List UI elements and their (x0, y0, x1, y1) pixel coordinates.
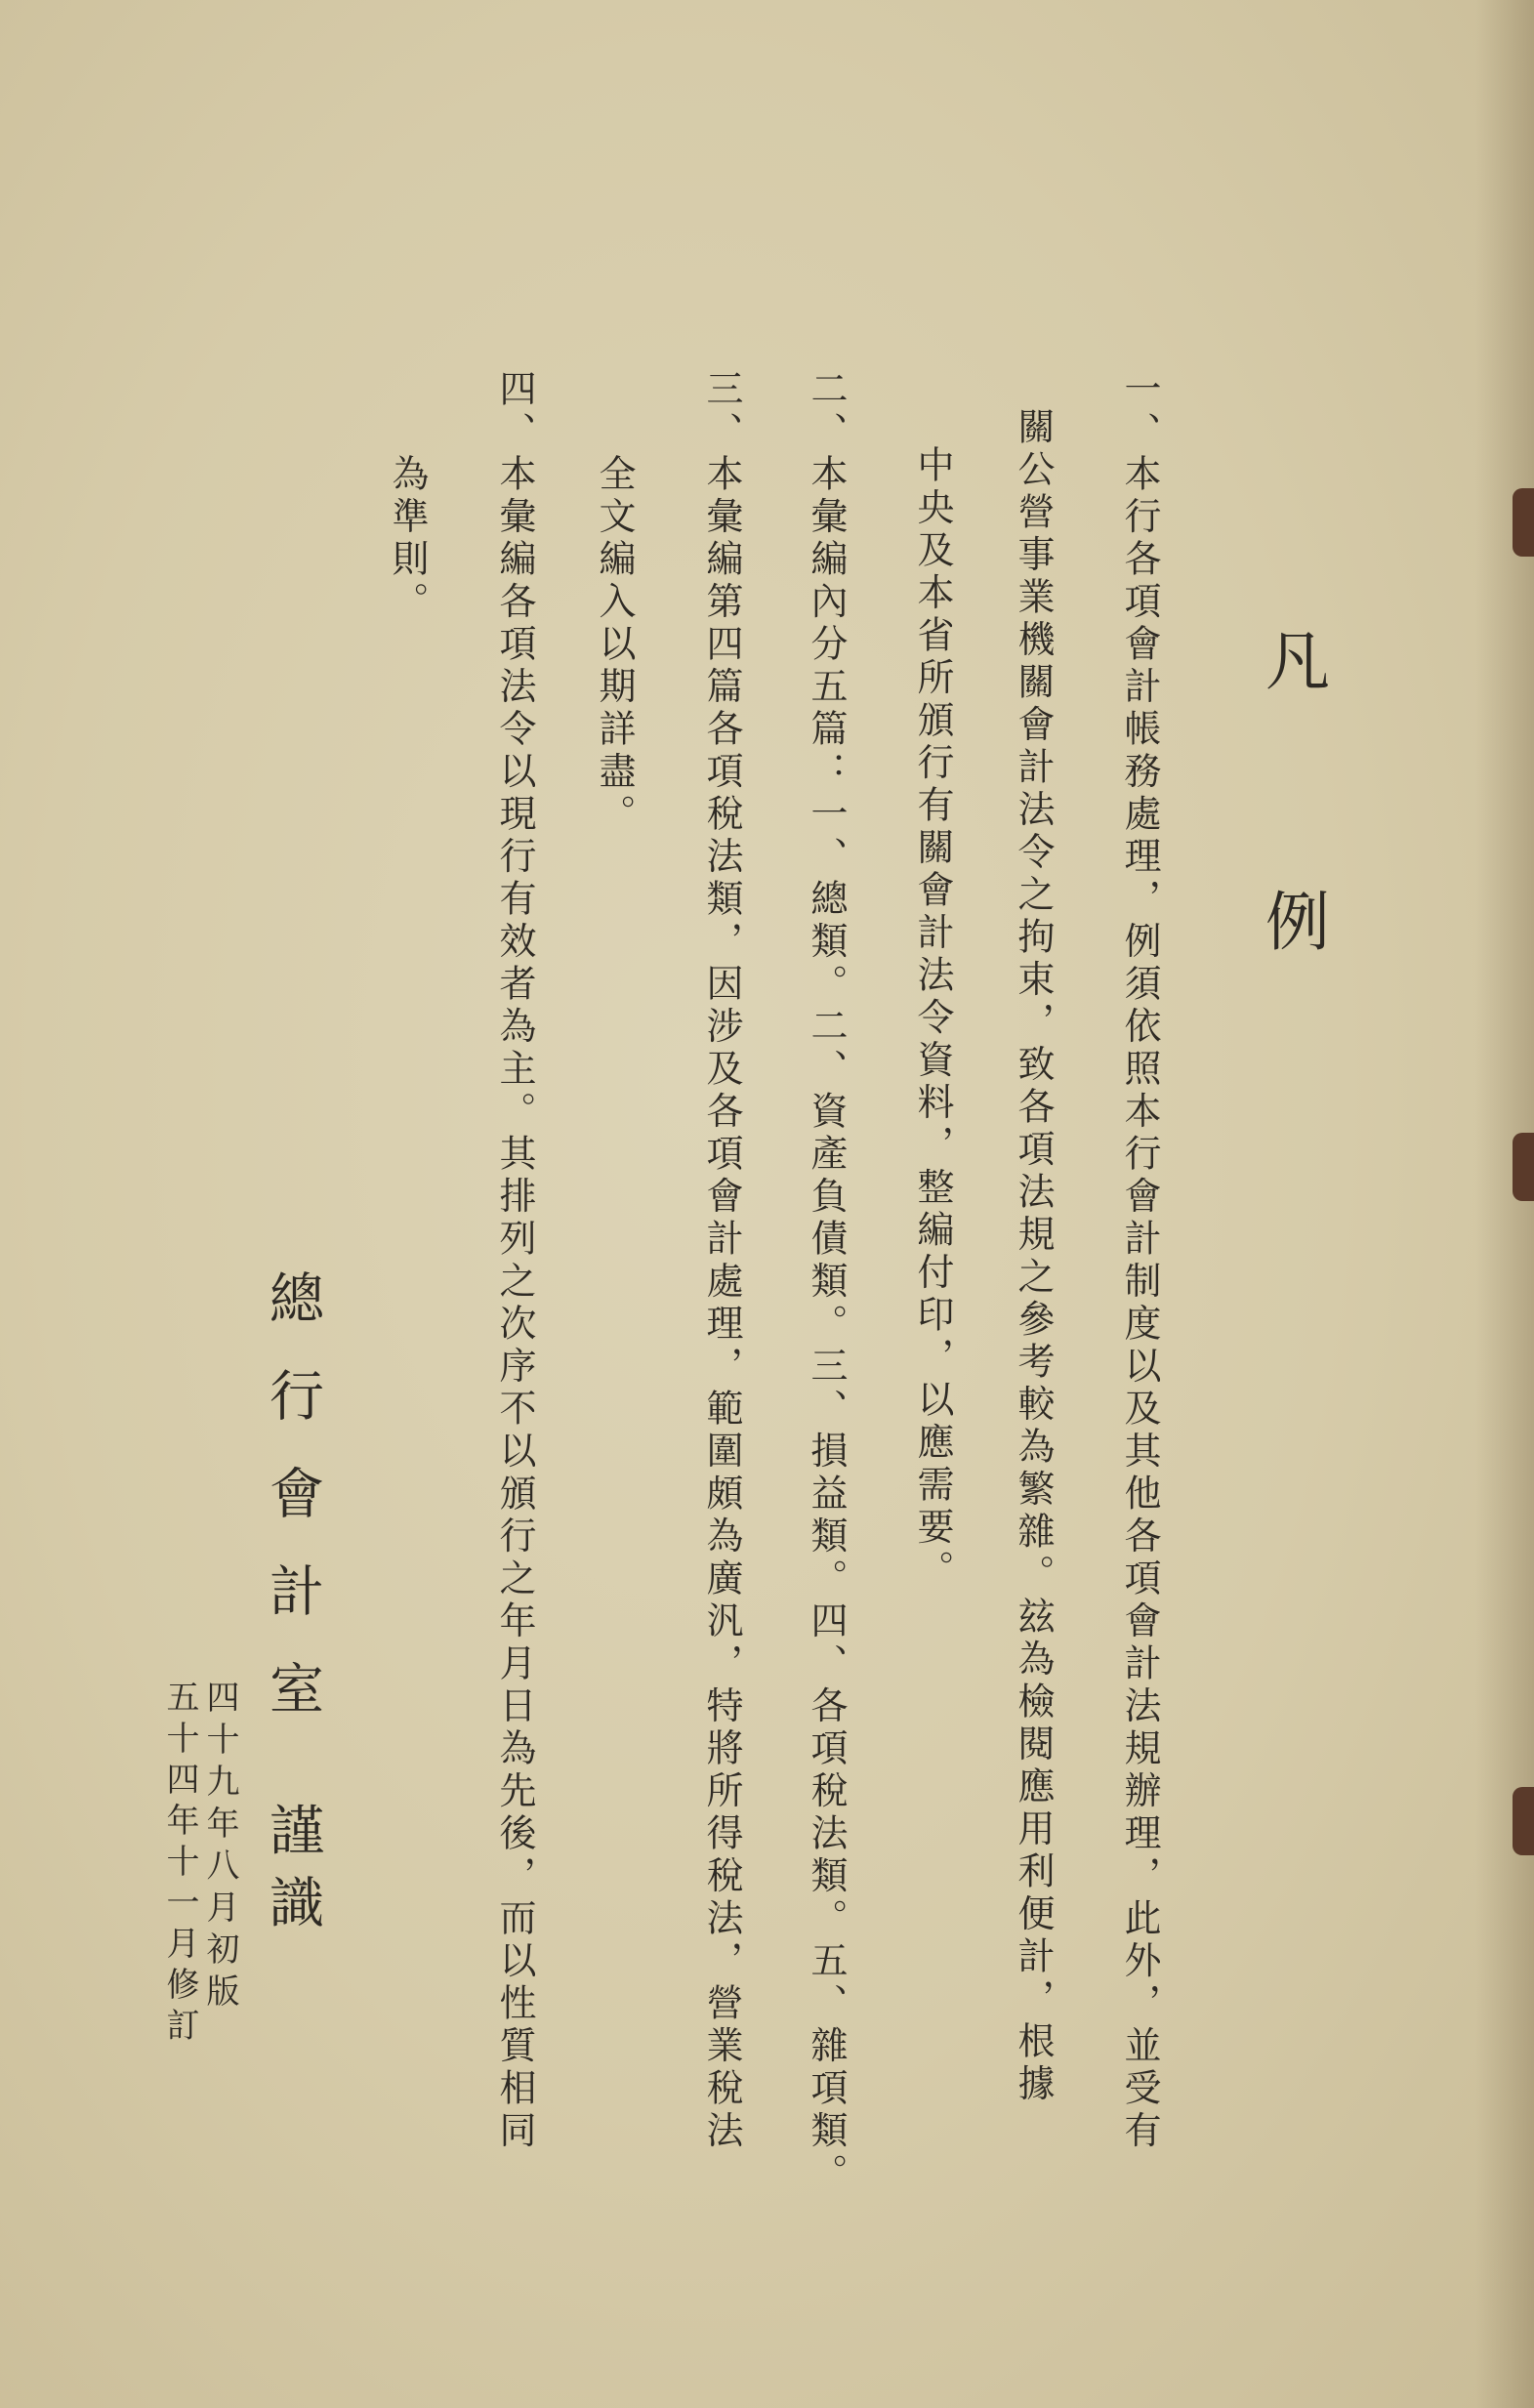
page-title-char-2: 例 (1265, 885, 1330, 960)
first-edition-date: 四十九年八月初版 (200, 1680, 239, 2015)
text-column-item-4-cont: 為準則。 (386, 454, 429, 624)
binding-hole (1513, 488, 1534, 557)
text-column-item-2: 二、本彙編內分五篇：一、總類。二、資產負債類。三、損益類。四、各項稅法類。五、雜項類。 (805, 369, 848, 2196)
page-binding-edge (1475, 0, 1534, 2408)
text-column-item-4: 四、本彙編各項法令以現行有效者為主。其排列之次序不以頒行之年月日為先後，而以性質相同 (493, 369, 536, 2153)
binding-hole (1513, 1133, 1534, 1201)
signature-office: 總行會計室 (261, 1269, 324, 1758)
text-column-item-1: 一、本行各項會計帳務處理，例須依照本行會計制度以及其他各項會計法規辦理，此外，並受有 (1118, 369, 1161, 2153)
text-column-item-1-cont2: 中央及本省所頒行有關會計法令資料，整編付印，以應需要。 (911, 445, 954, 1593)
binding-hole (1513, 1787, 1534, 1855)
page-title-char-1: 凡 (1265, 624, 1330, 699)
revision-date: 五十四年十一月修訂 (160, 1680, 199, 2049)
text-column-item-3: 三、本彙編第四篇各項稅法類，因涉及各項會計處理，範圍頗為廣汎，特將所得稅法，營業稅法 (700, 369, 743, 2153)
text-column-item-1-cont: 關公營事業機關會計法令之拘束，致各項法規之參考較為繁雜。玆為檢閱應用利便計，根據 (1012, 407, 1055, 2106)
signature-closing: 謹識 (261, 1802, 324, 1946)
text-column-item-3-cont: 全文編入以期詳盡。 (593, 454, 636, 837)
